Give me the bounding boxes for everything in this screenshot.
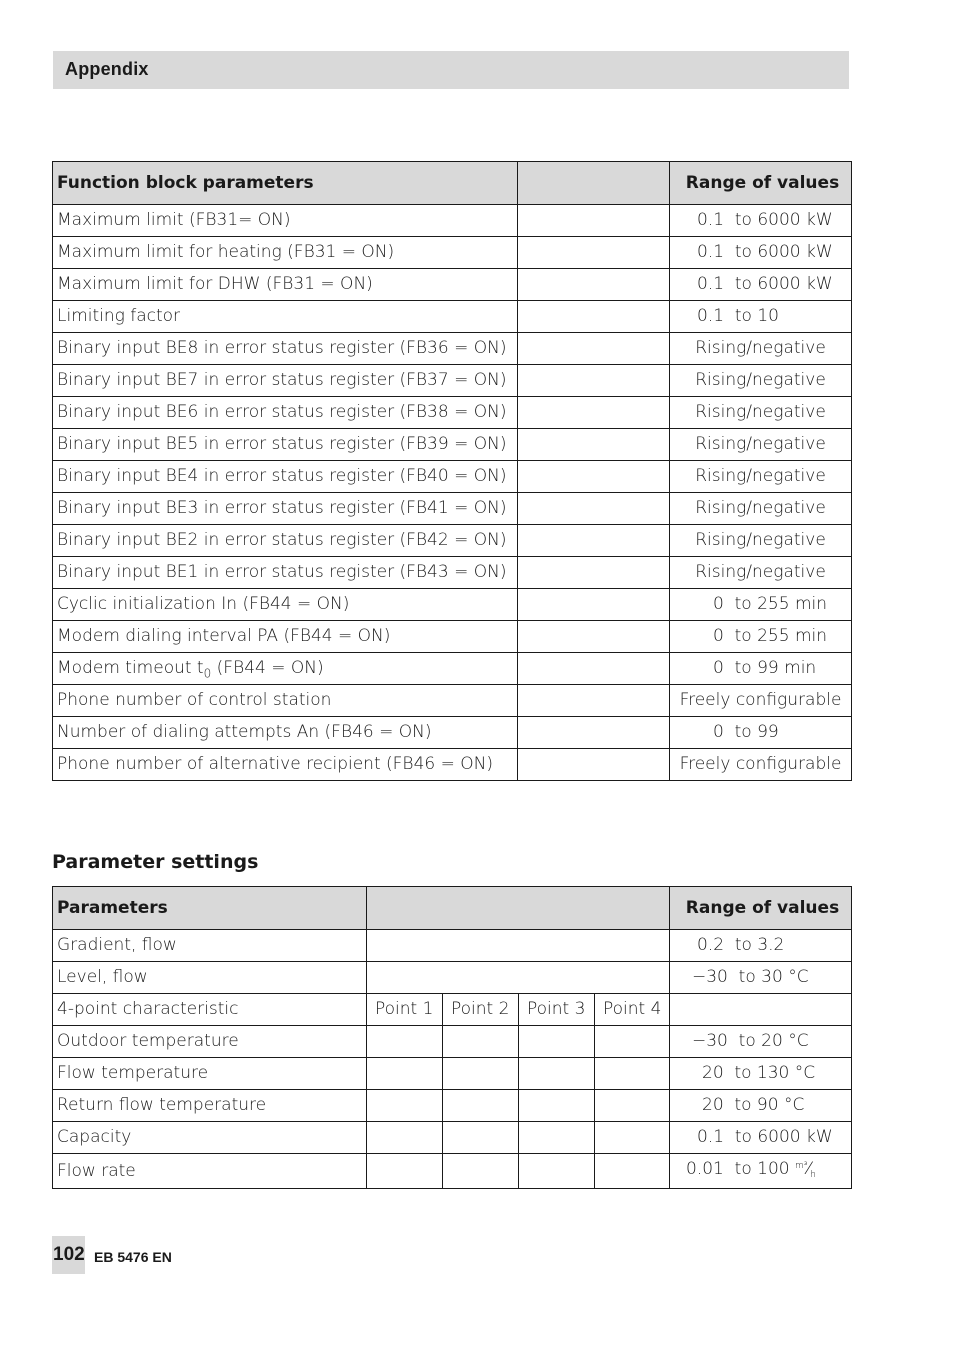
header-range: Range of values (670, 162, 852, 205)
range-cell: 0.1 to 10 (670, 301, 852, 333)
param-subscript: 0 (203, 666, 212, 681)
param-cell: Binary input BE6 in error status register (FB38 = ON) (53, 397, 518, 429)
table-row (53, 461, 852, 493)
empty-cell (595, 1058, 670, 1090)
param-cell: 4-point characteristic (53, 994, 367, 1026)
empty-cell (443, 1122, 519, 1154)
param-cell (53, 653, 518, 685)
empty-cell (519, 1090, 595, 1122)
range-cell: 0.1 to 6000 kW (670, 237, 852, 269)
param-cell: Limiting factor (53, 301, 518, 333)
range-cell: 0 to 99 min (670, 653, 852, 685)
table-row (53, 621, 852, 653)
table-row (53, 365, 852, 397)
range-cell: Rising/negative (670, 461, 852, 493)
header-range: Range of values (670, 887, 852, 930)
point-header-3: Point 3 (519, 994, 595, 1026)
table-row (53, 301, 852, 333)
empty-cell (519, 1058, 595, 1090)
point-header-2: Point 2 (443, 994, 519, 1026)
range-cell: 0 to 99 (670, 717, 852, 749)
table-row (53, 493, 852, 525)
empty-cell (518, 493, 670, 525)
empty-cell (518, 685, 670, 717)
table-row (53, 397, 852, 429)
empty-cell (518, 525, 670, 557)
param-cell: Maximum limit (FB31= ON) (53, 205, 518, 237)
empty-cell (367, 1122, 443, 1154)
range-cell: 0 to 255 min (670, 621, 852, 653)
empty-cell (518, 717, 670, 749)
unit-denominator: h (810, 1170, 816, 1180)
empty-cell (518, 205, 670, 237)
empty-cell (367, 962, 670, 994)
table-row (53, 237, 852, 269)
param-cell: Binary input BE3 in error status register (FB41 = ON) (53, 493, 518, 525)
table-row (53, 653, 852, 685)
empty-cell (443, 1154, 519, 1189)
empty-cell (518, 749, 670, 781)
param-cell: Modem dialing interval PA (FB44 = ON) (53, 621, 518, 653)
table-row (53, 717, 852, 749)
empty-cell (367, 1154, 443, 1189)
empty-cell (518, 621, 670, 653)
empty-cell (367, 1090, 443, 1122)
param-cell: Flow rate (53, 1154, 367, 1189)
table-row (53, 994, 852, 1026)
param-text: Modem timeout t (57, 658, 204, 678)
range-cell: Rising/negative (670, 493, 852, 525)
empty-cell (518, 397, 670, 429)
empty-cell (367, 1058, 443, 1090)
empty-cell (670, 994, 852, 1026)
range-cell (670, 1154, 852, 1189)
range-cell: 0 to 255 min (670, 589, 852, 621)
empty-cell (518, 589, 670, 621)
function-block-parameters-table (52, 161, 852, 781)
empty-cell (595, 1154, 670, 1189)
range-cell: 20 to 90 °C (670, 1090, 852, 1122)
empty-cell (443, 1090, 519, 1122)
table-row (53, 1058, 852, 1090)
range-cell: Rising/negative (670, 525, 852, 557)
empty-cell (367, 930, 670, 962)
page-number-box (52, 1236, 85, 1274)
param-cell: Binary input BE2 in error status register (FB42 = ON) (53, 525, 518, 557)
param-cell: Number of dialing attempts An (FB46 = ON) (53, 717, 518, 749)
param-cell: Binary input BE1 in error status register (FB43 = ON) (53, 557, 518, 589)
empty-cell (519, 1026, 595, 1058)
parameter-settings-table (52, 886, 852, 1189)
param-cell: Binary input BE7 in error status register (FB37 = ON) (53, 365, 518, 397)
header-param: Function block parameters (53, 162, 518, 205)
param-cell: Maximum limit for heating (FB31 = ON) (53, 237, 518, 269)
table-row (53, 1122, 852, 1154)
table-row (53, 749, 852, 781)
range-cell: Rising/negative (670, 333, 852, 365)
param-cell: Outdoor temperature (53, 1026, 367, 1058)
document-code: EB 5476 EN (94, 1249, 172, 1265)
param-text: (FB44 = ON) (211, 658, 324, 678)
table-row (53, 962, 852, 994)
param-cell: Maximum limit for DHW (FB31 = ON) (53, 269, 518, 301)
param-cell: Cyclic initialization In (FB44 = ON) (53, 589, 518, 621)
range-cell: Freely configurable (670, 749, 852, 781)
empty-cell (595, 1090, 670, 1122)
empty-cell (595, 1122, 670, 1154)
empty-cell (518, 429, 670, 461)
table-row (53, 930, 852, 962)
range-cell: 0.1 to 6000 kW (670, 269, 852, 301)
table-row (53, 589, 852, 621)
empty-cell (518, 333, 670, 365)
section-title-parameter-settings: Parameter settings (52, 851, 259, 873)
param-cell: Flow temperature (53, 1058, 367, 1090)
range-cell: Rising/negative (670, 365, 852, 397)
point-header-4: Point 4 (595, 994, 670, 1026)
table-row (53, 333, 852, 365)
empty-cell (518, 461, 670, 493)
param-cell: Phone number of control station (53, 685, 518, 717)
empty-cell (518, 301, 670, 333)
range-cell: −30 to 30 °C (670, 962, 852, 994)
table-row (53, 1026, 852, 1058)
range-cell: Rising/negative (670, 557, 852, 589)
unit-slash: ⁄ (807, 1159, 811, 1179)
table-row (53, 525, 852, 557)
empty-cell (518, 557, 670, 589)
param-cell: Capacity (53, 1122, 367, 1154)
param-cell: Gradient, flow (53, 930, 367, 962)
param-cell: Binary input BE4 in error status register (FB40 = ON) (53, 461, 518, 493)
empty-cell (367, 1026, 443, 1058)
param-cell: Return flow temperature (53, 1090, 367, 1122)
unit-numerator: m³ (794, 1161, 808, 1171)
range-cell: Rising/negative (670, 429, 852, 461)
range-cell: 20 to 130 °C (670, 1058, 852, 1090)
point-header-1: Point 1 (367, 994, 443, 1026)
table-row (53, 269, 852, 301)
table-row (53, 1090, 852, 1122)
range-cell: 0.1 to 6000 kW (670, 205, 852, 237)
param-cell: Binary input BE5 in error status register (FB39 = ON) (53, 429, 518, 461)
empty-cell (443, 1026, 519, 1058)
param-cell: Level, flow (53, 962, 367, 994)
empty-cell (443, 1058, 519, 1090)
range-cell: 0.2 to 3.2 (670, 930, 852, 962)
empty-cell (518, 653, 670, 685)
header-mid (367, 887, 670, 930)
section-header-title: Appendix (65, 59, 149, 79)
page-number: 102 (53, 1244, 85, 1265)
table-row (53, 685, 852, 717)
header-param: Parameters (53, 887, 367, 930)
table-row (53, 557, 852, 589)
param-cell: Binary input BE8 in error status register (FB36 = ON) (53, 333, 518, 365)
table-row (53, 1154, 852, 1189)
empty-cell (518, 237, 670, 269)
table-row (53, 205, 852, 237)
range-cell: 0.1 to 6000 kW (670, 1122, 852, 1154)
header-mid (518, 162, 670, 205)
range-text: 0.01 to 100 (686, 1159, 795, 1179)
param-cell: Phone number of alternative recipient (FB46 = ON) (53, 749, 518, 781)
range-cell: Rising/negative (670, 397, 852, 429)
empty-cell (519, 1122, 595, 1154)
empty-cell (595, 1026, 670, 1058)
table-header-row (53, 162, 852, 205)
range-cell: Freely configurable (670, 685, 852, 717)
section-header-bar (53, 51, 849, 89)
range-cell: −30 to 20 °C (670, 1026, 852, 1058)
table-header-row (53, 887, 852, 930)
empty-cell (519, 1154, 595, 1189)
empty-cell (518, 365, 670, 397)
table-row (53, 429, 852, 461)
empty-cell (518, 269, 670, 301)
